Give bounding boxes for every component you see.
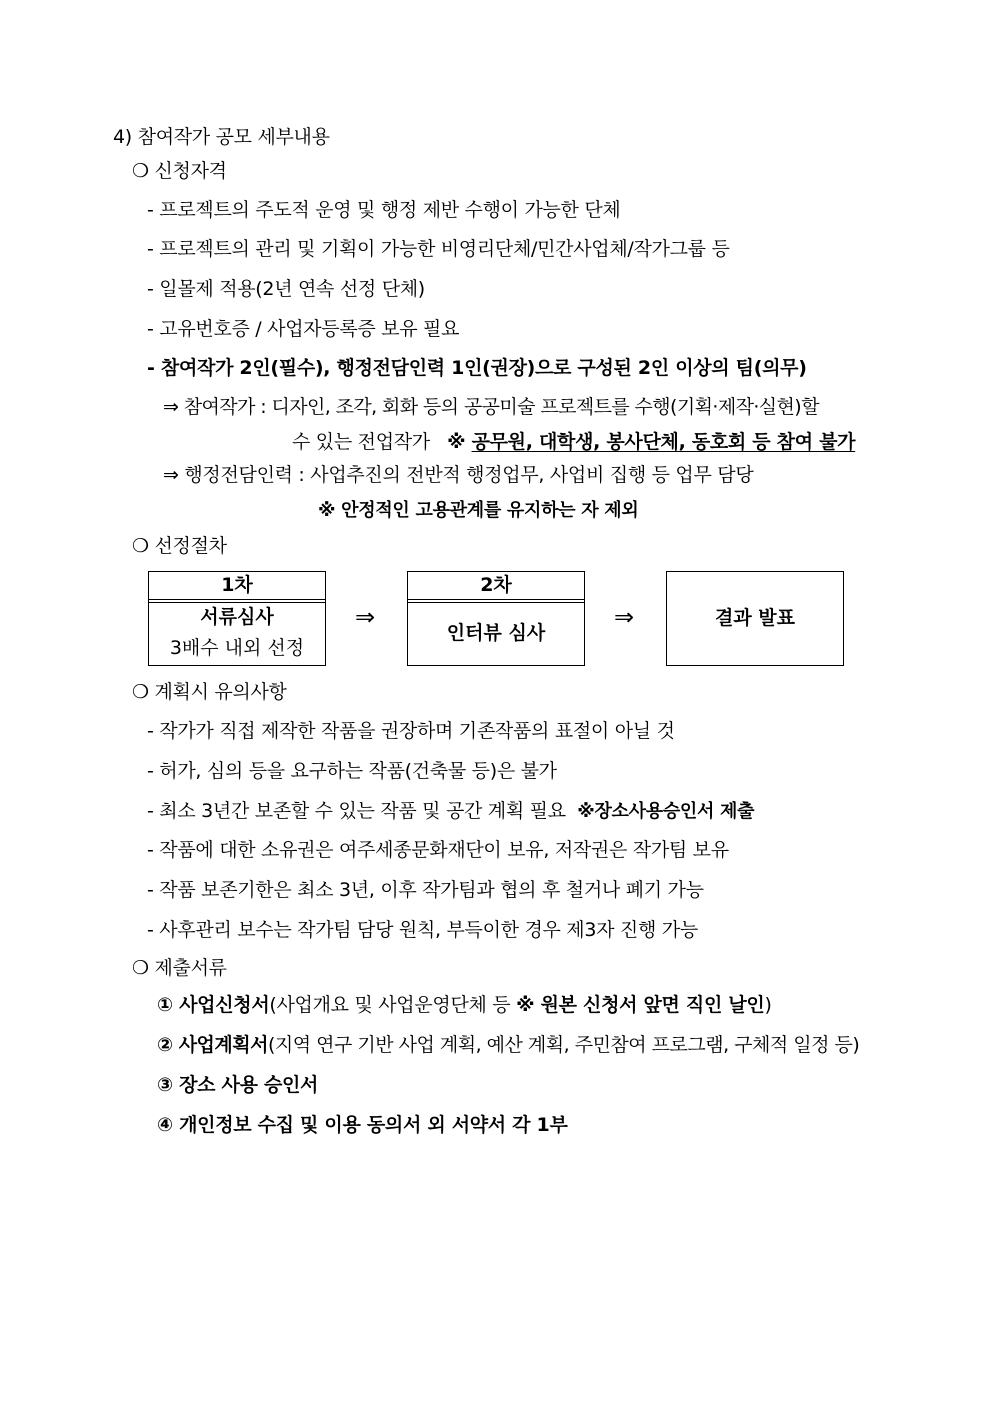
- document-2-name: ② 사업계획서: [157, 1034, 268, 1056]
- planning-item-2: - 허가, 심의 등을 요구하는 작품(건축물 등)은 불가: [147, 760, 557, 782]
- documents-heading: ❍ 제출서류: [132, 957, 227, 979]
- step-arrow-1: ⇒: [355, 603, 376, 631]
- step2-label: 2차: [408, 572, 584, 603]
- planning-item-3-note: ※장소사용승인서 제출: [577, 801, 755, 822]
- document-1: [157, 992, 772, 1018]
- eligibility-item-4: - 고유번호증 / 사업자등록증 보유 필요: [147, 318, 460, 340]
- step1-label: 1차: [149, 572, 325, 603]
- artist-definition-line1: ⇒ 참여작가 : 디자인, 조각, 회화 등의 공공미술 프로젝트를 수행(기획·제작·실현)할: [163, 396, 819, 418]
- artist-definition-line2: [292, 429, 855, 455]
- step2-box: [407, 571, 585, 666]
- eligibility-heading: ❍ 신청자격: [132, 160, 227, 182]
- document-1-close: ): [764, 994, 772, 1016]
- planning-item-6: - 사후관리 보수는 작가팀 담당 원칙, 부득이한 경우 제3자 진행 가능: [147, 919, 698, 941]
- document-1-name: ① 사업신청서: [157, 994, 270, 1016]
- selection-heading: ❍ 선정절차: [132, 535, 227, 557]
- step-arrow-2: ⇒: [614, 603, 635, 631]
- planning-item-1: - 작가가 직접 제작한 작품을 권장하며 기존작품의 표절이 아닐 것: [147, 720, 675, 742]
- planning-heading: ❍ 계획시 유의사항: [132, 681, 287, 703]
- exclusion-mark: ※: [447, 431, 472, 453]
- artist-definition-text: 수 있는 전업작가: [292, 431, 430, 453]
- planning-item-4: - 작품에 대한 소유권은 여주세종문화재단이 보유, 저작권은 작가팀 보유: [147, 839, 729, 861]
- step3-box: [666, 571, 844, 666]
- artist-exclusion-note: [447, 431, 855, 453]
- step1-box: [148, 571, 326, 666]
- planning-item-3-text: - 최소 3년간 보존할 수 있는 작품 및 공간 계획 필요: [147, 800, 566, 822]
- admin-definition: ⇒ 행정전담인력 : 사업추진의 전반적 행정업무, 사업비 집행 등 업무 담당: [163, 464, 754, 486]
- eligibility-item-3: - 일몰제 적용(2년 연속 선정 단체): [147, 278, 425, 300]
- document-1-desc: (사업개요 및 사업운영단체 등: [269, 994, 517, 1016]
- planning-item-5: - 작품 보존기한은 최소 3년, 이후 작가팀과 협의 후 철거나 폐기 가능: [147, 879, 704, 901]
- step1-subtitle: 3배수 내외 선정: [169, 637, 305, 659]
- planning-item-3: [147, 798, 754, 825]
- section-title: 4) 참여작가 공모 세부내용: [113, 126, 330, 148]
- step1-title: 서류심사: [200, 606, 274, 628]
- admin-exclusion-note: ※ 안정적인 고용관계를 유지하는 자 제외: [318, 500, 639, 521]
- step3-title: 결과 발표: [714, 607, 796, 629]
- document-1-note: ※ 원본 신청서 앞면 직인 날인: [516, 994, 765, 1016]
- document-2: [157, 1032, 859, 1058]
- document-3: ③ 장소 사용 승인서: [157, 1074, 319, 1096]
- artist-exclusion-text: 공무원, 대학생, 봉사단체, 동호회 등 참여 불가: [471, 431, 856, 453]
- eligibility-item-1: - 프로젝트의 주도적 운영 및 행정 제반 수행이 가능한 단체: [147, 199, 621, 221]
- document-4: ④ 개인정보 수집 및 이용 동의서 외 서약서 각 1부: [157, 1114, 568, 1136]
- document-2-desc: (지역 연구 기반 사업 계획, 예산 계획, 주민참여 프로그램, 구체적 일정 등): [267, 1034, 860, 1056]
- eligibility-item-2: - 프로젝트의 관리 및 기획이 가능한 비영리단체/민간사업체/작가그룹 등: [147, 238, 730, 260]
- team-requirement: - 참여작가 2인(필수), 행정전담인력 1인(권장)으로 구성된 2인 이상의 팀(의무): [147, 357, 807, 379]
- step2-title: 인터뷰 심사: [446, 622, 546, 644]
